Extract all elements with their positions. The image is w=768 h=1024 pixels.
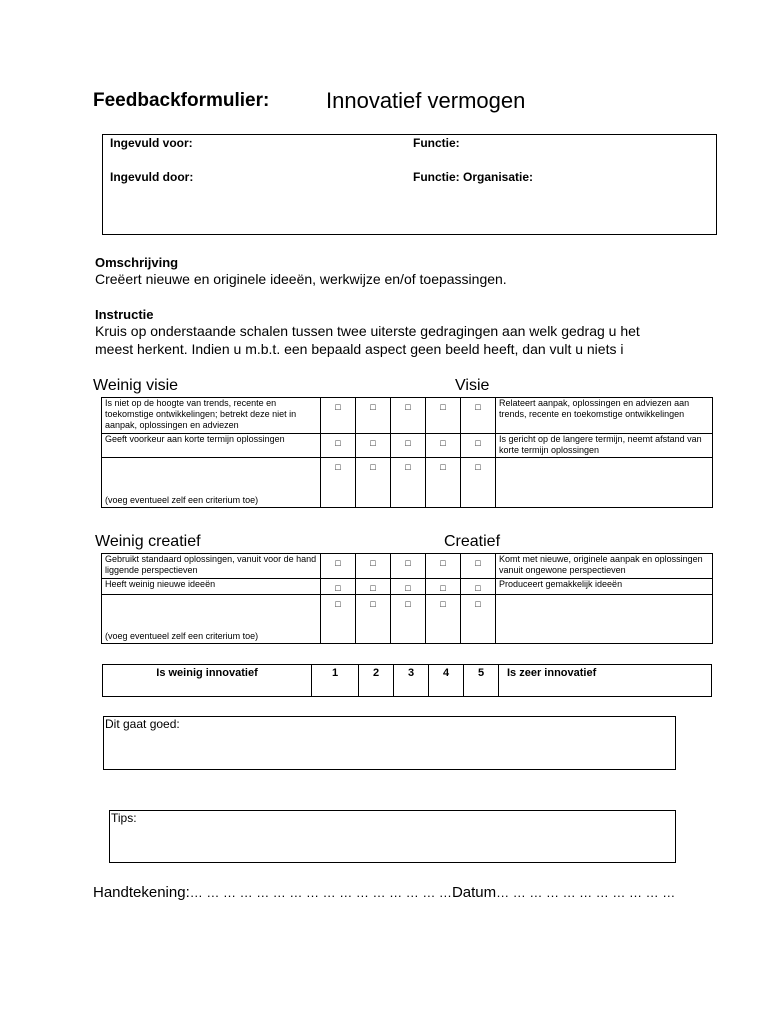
table-row — [102, 595, 713, 644]
tips-field[interactable] — [109, 810, 676, 863]
custom-criterion-note: (voeg eventueel zelf een criterium toe) — [105, 631, 259, 641]
instruction-line-1: Kruis op onderstaande schalen tussen twee uiterste gedragingen aan welk gedrag u het — [95, 323, 640, 339]
rating-option-3[interactable]: 3 — [394, 665, 429, 697]
signature-label: Handtekening: — [93, 884, 190, 901]
custom-criterion-right-cell[interactable] — [496, 595, 713, 644]
checkbox[interactable]: □ — [461, 398, 496, 434]
checkbox[interactable]: □ — [391, 434, 426, 458]
checkbox[interactable]: □ — [426, 434, 461, 458]
scale-1-right-title: Visie — [455, 377, 490, 394]
checkbox[interactable]: □ — [321, 458, 356, 508]
good-points-field[interactable] — [103, 716, 676, 770]
checkbox[interactable]: □ — [426, 554, 461, 579]
filled-for-label: Ingevuld voor: — [110, 136, 193, 150]
rating-option-1[interactable]: 1 — [312, 665, 359, 697]
checkbox[interactable]: □ — [391, 554, 426, 579]
checkbox[interactable]: □ — [391, 595, 426, 644]
checkbox[interactable]: □ — [426, 595, 461, 644]
scale-1-left-title: Weinig visie — [93, 377, 179, 394]
table-row — [102, 579, 713, 595]
scale-2-row-1-left: Gebruikt standaard oplossingen, vanuit voor de hand liggende perspectieven — [102, 554, 321, 579]
scale-1-row-2-right: Is gericht op de langere termijn, neemt afstand van korte termijn oplossingen — [496, 434, 713, 458]
info-box — [102, 134, 717, 235]
signature-line — [93, 884, 675, 901]
table-row — [102, 458, 713, 508]
custom-criterion-right-cell[interactable] — [496, 458, 713, 508]
checkbox[interactable]: □ — [356, 434, 391, 458]
table-row — [103, 665, 712, 697]
checkbox[interactable]: □ — [356, 554, 391, 579]
checkbox[interactable]: □ — [426, 458, 461, 508]
checkbox[interactable]: □ — [391, 398, 426, 434]
checkbox[interactable]: □ — [356, 595, 391, 644]
rating-high-label: Is zeer innovatief — [499, 665, 712, 697]
instruction-line-2: meest herkent. Indien u m.b.t. een bepaald aspect geen beeld heeft, dan vult u niets i — [95, 341, 624, 357]
custom-criterion-cell[interactable] — [102, 595, 321, 644]
overall-rating-table — [102, 664, 712, 697]
checkbox[interactable]: □ — [461, 554, 496, 579]
checkbox[interactable]: □ — [391, 579, 426, 595]
checkbox[interactable]: □ — [321, 595, 356, 644]
tips-label: Tips: — [111, 811, 137, 825]
checkbox[interactable]: □ — [461, 458, 496, 508]
date-label: Datum — [451, 884, 497, 901]
rating-option-2[interactable]: 2 — [359, 665, 394, 697]
checkbox[interactable]: □ — [356, 458, 391, 508]
date-dots[interactable]: … … … … … … … … … … … — [496, 885, 676, 900]
rating-option-4[interactable]: 4 — [429, 665, 464, 697]
rating-low-label: Is weinig innovatief — [103, 665, 312, 697]
instruction-heading: Instructie — [95, 307, 154, 322]
description-heading: Omschrijving — [95, 255, 179, 270]
scale-2-row-2-left: Heeft weinig nieuwe ideeën — [102, 579, 321, 595]
filled-by-label: Ingevuld door: — [110, 170, 194, 184]
scale-2-row-1-right: Komt met nieuwe, originele aanpak en oplossingen vanuit ongewone perspectieven — [496, 554, 713, 579]
scale-1-table — [101, 397, 713, 508]
function-organisation-label: Functie: Organisatie: — [413, 170, 534, 184]
good-points-label: Dit gaat goed: — [105, 717, 180, 731]
checkbox[interactable]: □ — [426, 579, 461, 595]
scale-2-left-title: Weinig creatief — [95, 533, 201, 550]
checkbox[interactable]: □ — [461, 595, 496, 644]
checkbox[interactable]: □ — [426, 398, 461, 434]
scale-2-table — [101, 553, 713, 644]
scale-1-row-1-left: Is niet op de hoogte van trends, recente en toekomstige ontwikkelingen; betrekt deze niet in aanpak, oplossingen en adviezen — [102, 398, 321, 434]
signature-dots[interactable]: … … … … … … … … … … … … … … … … — [189, 885, 452, 900]
table-row — [102, 554, 713, 579]
checkbox[interactable]: □ — [321, 579, 356, 595]
function-label: Functie: — [413, 136, 460, 150]
checkbox[interactable]: □ — [356, 398, 391, 434]
scale-2-row-2-right: Produceert gemakkelijk ideeën — [496, 579, 713, 595]
checkbox[interactable]: □ — [321, 434, 356, 458]
scale-2-right-title: Creatief — [444, 533, 501, 550]
checkbox[interactable]: □ — [461, 579, 496, 595]
scale-1-row-2-left: Geeft voorkeur aan korte termijn oplossingen — [102, 434, 321, 458]
custom-criterion-cell[interactable] — [102, 458, 321, 508]
table-row — [102, 434, 713, 458]
page-title: Innovatief vermogen — [326, 88, 526, 113]
checkbox[interactable]: □ — [321, 554, 356, 579]
custom-criterion-note: (voeg eventueel zelf een criterium toe) — [105, 495, 259, 505]
checkbox[interactable]: □ — [356, 579, 391, 595]
scale-1-row-1-right: Relateert aanpak, oplossingen en adviezen aan trends, recente en toekomstige ontwikkelingen — [496, 398, 713, 434]
rating-option-5[interactable]: 5 — [464, 665, 499, 697]
form-label: Feedbackformulier: — [93, 90, 270, 111]
checkbox[interactable]: □ — [391, 458, 426, 508]
table-row — [102, 398, 713, 434]
checkbox[interactable]: □ — [321, 398, 356, 434]
description-text: Creëert nieuwe en originele ideeën, werkwijze en/of toepassingen. — [95, 271, 507, 287]
checkbox[interactable]: □ — [461, 434, 496, 458]
